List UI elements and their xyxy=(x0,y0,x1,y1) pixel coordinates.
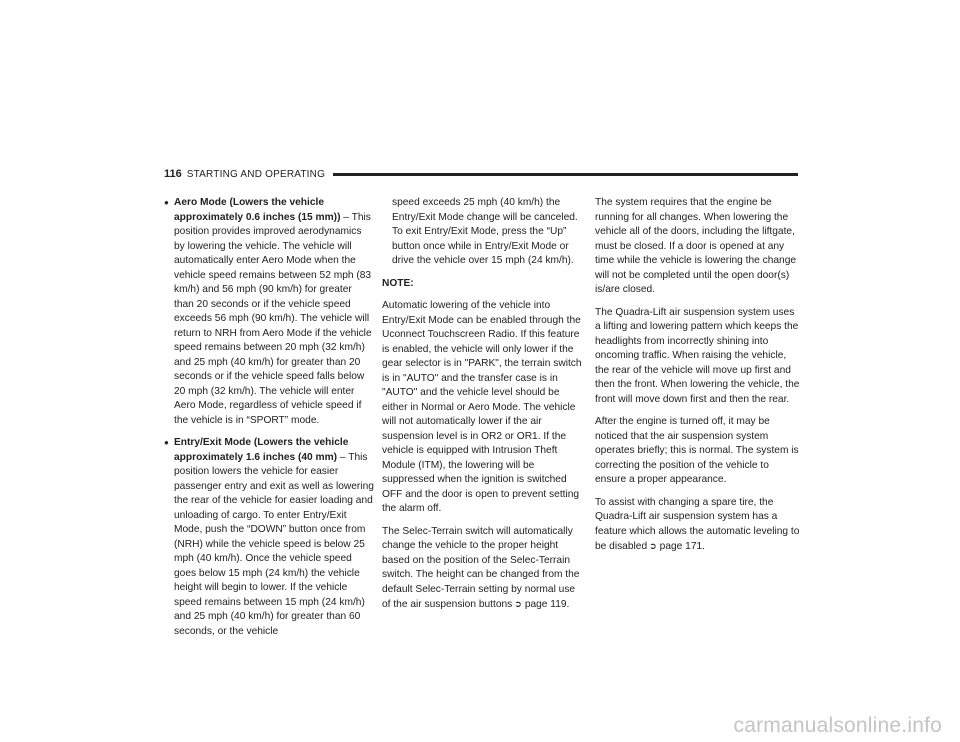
paragraph-text: The Selec-Terrain switch will automatically change the vehicle to the proper height based on the position of the Selec-Terrain switch. The height can be changed from the default Selec-Terrain setting by normal use of the air suspension buttons xyxy=(382,525,580,610)
page-reference-link[interactable]: page 119. xyxy=(524,599,570,610)
note-text: Automatic lowering of the vehicle into Entry/Exit Mode can be enabled through the Uconnect Touchscreen Radio. If this feature is enabled, the vehicle will only lower if the gear selector is in "PARK", the terrain switch is in "AUTO" and the transfer case is in "AUTO" and the vehicle level should be either in Normal or Aero Mode. The vehicle will not automatically lower if the air suspension level is in OR2 or OR1. If the vehicle is equipped with Intrusion Theft Module (ITM), the lowering will be suppressed when the ignition is switched OFF and the door is open to prevent setting the alarm off. xyxy=(382,300,582,514)
column-1 xyxy=(164,196,374,647)
paragraph-engine-running: The system requires that the engine be running for all changes. When lowering the vehicle all of the doors, including the liftgate, must be closed. If a door is opened at any time while the vehicle is lowering the change will not be completed until the open door(s) is/are closed. xyxy=(595,197,797,295)
bullet-body xyxy=(174,196,374,428)
column-3 xyxy=(595,196,800,563)
page-header xyxy=(164,167,798,181)
bullet-body xyxy=(174,436,374,639)
bullet-aero-mode xyxy=(164,196,374,428)
paragraph-lift-pattern: The Quadra-Lift air suspension system uses a lifting and lowering pattern which keeps the headlights from incorrectly shining into oncoming traffic. When raising the vehicle, the rear of the vehicle will move up first and then the front. When lowering the vehicle, the front will move down first and then the rear. xyxy=(595,306,800,405)
bullet-continuation: speed exceeds 25 mph (40 km/h) the Entry/Exit Mode change will be canceled. To exit Entry/Exit Mode, press the “Up” button once while in Entry/Exit Mode or drive the vehicle over 15 mph (24 km/h). xyxy=(392,197,578,266)
paragraph-engine-off: After the engine is turned off, it may be noticed that the air suspension system operates briefly; this is normal. The system is correcting the position of the vehicle to ensure a proper appearance. xyxy=(595,416,799,485)
bullet-text: – This position provides improved aerodynamics by lowering the vehicle. The vehicle will automatically enter Aero Mode when the vehicle speed remains between 52 mph (83 km/h) and 56 mph (90 km/h) for greater than 20 seconds or if the vehicle speed exceeds 56 mph (90 km/h). The vehicle will return to NRH from Aero Mode if the vehicle speed remains between 20 mph (32 km/h) and 25 mph (40 km/h) for greater than 20 seconds or if the vehicle speed falls below 20 mph (32 km/h). The vehicle will enter Aero Mode, regardless of vehicle speed if the vehicle is in “SPORT” mode. xyxy=(174,211,372,426)
page-number: 116 xyxy=(164,168,182,180)
paragraph-text: To assist with changing a spare tire, the Quadra-Lift air suspension system has a feature which allows the automatic leveling to be disabled xyxy=(595,496,800,552)
bullet-entry-exit-mode xyxy=(164,436,374,639)
bullet-icon: ● xyxy=(164,198,169,207)
bullet-term: Aero Mode (Lowers the vehicle approximately 0.6 inches (15 mm)) xyxy=(174,197,341,223)
header-rule xyxy=(333,173,798,176)
paragraph-spare-tire xyxy=(595,496,800,555)
note-label: NOTE: xyxy=(382,277,414,289)
page-reference-link[interactable]: page 171. xyxy=(659,541,705,552)
bullet-term: Entry/Exit Mode (Lowers the vehicle approximately 1.6 inches (40 mm) xyxy=(174,437,349,463)
section-title: STARTING AND OPERATING xyxy=(186,168,326,180)
page-reference-icon: ➲ xyxy=(514,599,522,609)
watermark: carmanualsonline.info xyxy=(733,714,942,737)
bullet-text: – This position lowers the vehicle for easier passenger entry and exit as well as lowering the rear of the vehicle for easier loading and unloading of cargo. To enter Entry/Exit Mode, push the “DOWN” button once from (NRH) while the vehicle speed is below 25 mph (40 km/h). Once the vehicle speed goes below 15 mph (24 km/h) the vehicle height will begin to lower. If the vehicle speed remains between 15 mph (24 km/h) and 25 mph (40 km/h) for greater than 60 seconds, or the vehicle xyxy=(174,451,374,637)
column-2 xyxy=(382,196,584,621)
paragraph-selec-terrain xyxy=(382,525,584,613)
page-reference-icon: ➲ xyxy=(649,541,657,551)
bullet-icon: ● xyxy=(164,438,169,447)
